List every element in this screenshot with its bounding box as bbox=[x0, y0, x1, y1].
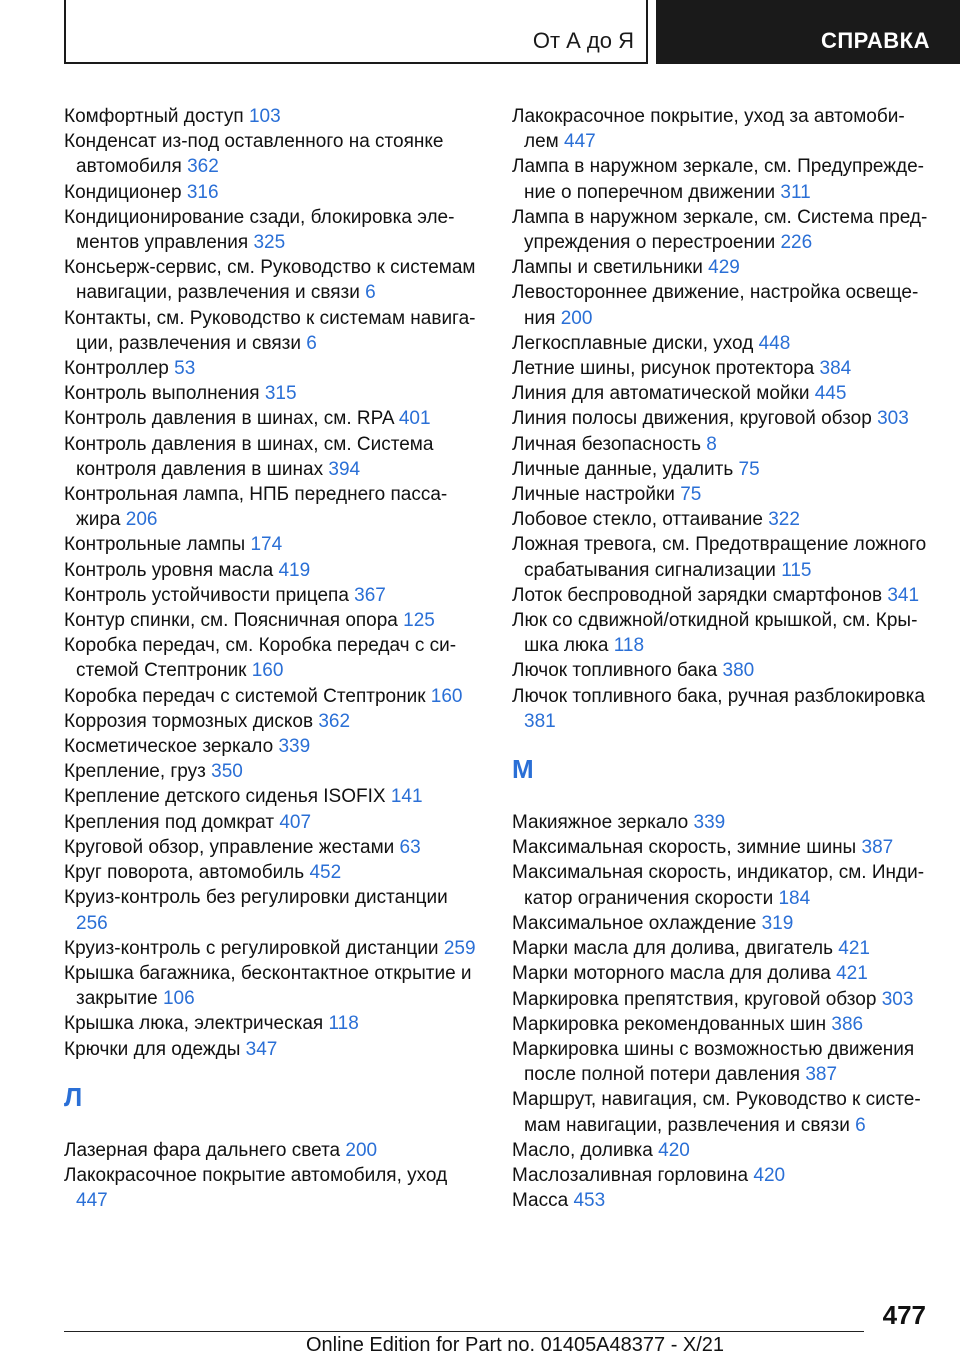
index-entry-text: Контроль уровня масла bbox=[64, 559, 274, 581]
index-entry-text: Крышка багажника, бесконтактное открытие и закрытие bbox=[64, 962, 472, 1010]
index-entry-page-link[interactable]: 316 bbox=[186, 181, 219, 203]
index-entry-text: Личная безопасность bbox=[512, 433, 702, 455]
index-entry-text: Коробка передач с системой Стептроник bbox=[64, 685, 426, 707]
index-entry bbox=[512, 810, 932, 835]
index-entry bbox=[64, 104, 484, 129]
index-entry-text: Лючок топливного бака bbox=[512, 660, 718, 682]
index-entry bbox=[512, 936, 932, 961]
index-entry-page-link[interactable]: 362 bbox=[318, 710, 351, 732]
index-entry bbox=[512, 507, 932, 532]
index-entry-page-link[interactable]: 420 bbox=[658, 1139, 690, 1161]
index-entry-page-link[interactable]: 259 bbox=[443, 937, 476, 959]
index-entry-page-link[interactable]: 448 bbox=[758, 332, 791, 354]
index-entry-text: Комфортный доступ bbox=[64, 106, 244, 127]
index-entry-text: Лоток беспроводной зарядки смартфонов bbox=[512, 584, 883, 606]
index-entry bbox=[64, 810, 484, 835]
index-entry-page-link[interactable]: 200 bbox=[560, 307, 593, 329]
index-entry-text: Крепления под домкрат bbox=[64, 811, 275, 833]
index-list-m bbox=[512, 810, 932, 1213]
index-entry-page-link[interactable]: 6 bbox=[365, 282, 376, 304]
index-entry-text: Масло, доливка bbox=[512, 1139, 653, 1161]
index-entry-text: Контроллер bbox=[64, 358, 169, 380]
index-entry bbox=[512, 608, 932, 658]
index-entry bbox=[64, 356, 484, 381]
index-entry-page-link[interactable]: 319 bbox=[761, 912, 794, 934]
header-chapter-title: СПРАВКА bbox=[820, 28, 930, 53]
index-entry bbox=[64, 1138, 484, 1163]
index-entry bbox=[64, 532, 484, 557]
index-entry-page-link[interactable]: 115 bbox=[781, 559, 812, 581]
index-entry-page-link[interactable]: 75 bbox=[738, 458, 760, 480]
index-entry-text: Крепление, груз bbox=[64, 761, 206, 783]
index-entry-page-link[interactable]: 303 bbox=[877, 408, 909, 430]
index-entry bbox=[512, 911, 932, 936]
index-entry-page-link[interactable]: 63 bbox=[399, 836, 421, 858]
index-entry-text: Максимальная скорость, индикатор, см. Индикатор ограничения скорости bbox=[512, 862, 925, 909]
index-entry-page-link[interactable]: 160 bbox=[251, 660, 284, 682]
index-entry-text: Крышка люка, электрическая bbox=[64, 1013, 324, 1035]
index-entry-page-link[interactable]: 103 bbox=[248, 106, 281, 127]
index-entry bbox=[64, 432, 484, 482]
index-entry-page-link[interactable]: 303 bbox=[881, 988, 914, 1010]
index-entry bbox=[512, 987, 932, 1012]
index-entry bbox=[64, 406, 484, 431]
index-entry-page-link[interactable]: 8 bbox=[706, 433, 717, 455]
index-entry-text: Контакты, см. Руководство к системам навигации, развлечения и связи bbox=[64, 307, 476, 354]
header-section-title: От А до Я bbox=[532, 28, 634, 53]
index-entry bbox=[64, 709, 484, 734]
index-entry-text: Круиз-контроль с регулировкой дистанции bbox=[64, 937, 439, 959]
index-letter-heading: Л bbox=[64, 1081, 83, 1112]
index-entry-page-link[interactable]: 200 bbox=[345, 1139, 378, 1161]
index-entry-text: Лампы и светильники bbox=[512, 257, 703, 279]
index-entry bbox=[512, 1037, 932, 1087]
index-entry-page-link[interactable]: 421 bbox=[838, 938, 870, 960]
index-entry bbox=[512, 205, 932, 255]
index-entry bbox=[512, 961, 932, 986]
index-list-l bbox=[64, 1138, 484, 1214]
index-entry bbox=[512, 432, 932, 457]
index-entry bbox=[64, 180, 484, 205]
index-entry-text: Коробка передач, см. Коробка передач с системой Стептроник bbox=[64, 635, 457, 682]
index-entry bbox=[512, 154, 932, 204]
index-entry bbox=[512, 1188, 932, 1213]
index-entry-text: Кондиционер bbox=[64, 181, 182, 203]
index-list-l-continued bbox=[512, 104, 932, 734]
index-entry-page-link[interactable]: 53 bbox=[174, 358, 196, 380]
index-entry bbox=[64, 759, 484, 784]
index-entry-text: Лючок топливного бака, ручная разблокировка bbox=[512, 685, 925, 707]
index-entry bbox=[512, 860, 932, 910]
index-entry bbox=[64, 1037, 484, 1062]
index-entry-page-link[interactable]: 447 bbox=[76, 1190, 108, 1212]
index-entry-page-link[interactable]: 347 bbox=[245, 1038, 278, 1060]
index-entry-page-link[interactable]: 407 bbox=[279, 811, 312, 833]
index-entry-page-link[interactable]: 387 bbox=[861, 837, 894, 859]
index-entry-text: Люк со сдвижной/откидной крышкой, см. Крышка люка bbox=[512, 610, 918, 657]
index-entry-text: Маслозаливная горловина bbox=[512, 1164, 749, 1186]
index-entry-text: Линия полосы движения, круговой обзор bbox=[512, 408, 872, 430]
index-entry-page-link[interactable]: 380 bbox=[722, 660, 755, 682]
index-entry-text: Контроль устойчивости прицепа bbox=[64, 584, 349, 606]
index-entry-text: Консьерж-сервис, см. Руководство к системам навигации, развлечения и связи bbox=[64, 257, 476, 304]
index-column-right bbox=[512, 104, 932, 1213]
index-entry-page-link[interactable]: 362 bbox=[187, 156, 219, 178]
index-entry-text: Лампа в наружном зеркале, см. Система предупреждения о перестроении bbox=[512, 206, 928, 254]
index-list-k bbox=[64, 104, 484, 1062]
index-entry-text: Конденсат из-под оставленного на стоянке автомобиля bbox=[64, 131, 444, 178]
index-entry bbox=[64, 1011, 484, 1036]
index-entry-page-link[interactable]: 339 bbox=[278, 736, 311, 758]
index-entry-page-link[interactable]: 452 bbox=[309, 862, 342, 884]
index-entry bbox=[512, 406, 932, 431]
page-number: 477 bbox=[882, 1300, 926, 1330]
index-entry bbox=[512, 532, 932, 582]
index-entry-text: Легкосплавные диски, уход bbox=[512, 332, 754, 354]
index-entry-page-link[interactable]: 118 bbox=[613, 635, 645, 657]
index-entry bbox=[64, 684, 484, 709]
index-entry bbox=[64, 129, 484, 179]
index-entry-page-link[interactable]: 350 bbox=[211, 761, 243, 783]
index-entry-text: Летние шины, рисунок протектора bbox=[512, 358, 815, 380]
index-entry-page-link[interactable]: 387 bbox=[805, 1064, 838, 1086]
index-entry-text: Косметическое зеркало bbox=[64, 736, 274, 758]
index-entry-page-link[interactable]: 75 bbox=[680, 484, 702, 506]
index-entry bbox=[64, 885, 484, 935]
index-entry bbox=[512, 280, 932, 330]
index-entry bbox=[512, 1087, 932, 1137]
index-entry-page-link[interactable]: 420 bbox=[753, 1164, 786, 1186]
index-entry-page-link[interactable]: 401 bbox=[398, 408, 431, 430]
index-entry-text: Максимальная скорость, зимние шины bbox=[512, 837, 857, 859]
index-entry-text: Личные настройки bbox=[512, 484, 675, 506]
index-entry-text: Контроль выполнения bbox=[64, 383, 260, 405]
index-entry-text: Контрольная лампа, НПБ переднего пассажира bbox=[64, 484, 448, 531]
index-entry-page-link[interactable]: 419 bbox=[278, 559, 311, 581]
index-entry-text: Круг поворота, автомобиль bbox=[64, 862, 305, 884]
index-entry-page-link[interactable]: 445 bbox=[814, 383, 847, 405]
index-entry-text: Контроль давления в шинах, см. RPA bbox=[64, 408, 394, 430]
index-entry-page-link[interactable]: 125 bbox=[403, 610, 435, 632]
index-entry-page-link[interactable]: 311 bbox=[780, 181, 811, 203]
index-entry-page-link[interactable]: 367 bbox=[354, 584, 386, 606]
index-entry-text: Крепление детского сиденья ISOFIX bbox=[64, 786, 386, 808]
index-entry bbox=[512, 1163, 932, 1188]
index-entry-text: Масса bbox=[512, 1190, 569, 1212]
index-entry-page-link[interactable]: 322 bbox=[768, 509, 800, 531]
index-entry bbox=[512, 583, 932, 608]
index-entry-page-link[interactable]: 381 bbox=[524, 710, 556, 732]
index-entry bbox=[64, 482, 484, 532]
index-entry-text: Крючки для одежды bbox=[64, 1038, 241, 1060]
index-entry-text: Макияжное зеркало bbox=[512, 812, 689, 834]
index-entry bbox=[512, 658, 932, 683]
index-entry-text: Марки моторного масла для долива bbox=[512, 963, 831, 985]
index-entry-page-link[interactable]: 315 bbox=[264, 383, 297, 405]
index-entry-page-link[interactable]: 384 bbox=[819, 358, 852, 380]
index-entry bbox=[512, 482, 932, 507]
index-entry-page-link[interactable]: 160 bbox=[430, 685, 463, 707]
index-entry bbox=[512, 835, 932, 860]
index-entry-page-link[interactable]: 453 bbox=[573, 1190, 606, 1212]
index-entry-text: Маркировка рекомендованных шин bbox=[512, 1013, 827, 1035]
index-entry bbox=[64, 936, 484, 961]
index-entry-page-link[interactable]: 141 bbox=[390, 786, 423, 808]
index-entry-page-link[interactable]: 429 bbox=[708, 257, 740, 279]
index-entry-text: Марки масла для долива, двигатель bbox=[512, 938, 833, 960]
index-entry bbox=[512, 1138, 932, 1163]
index-entry bbox=[64, 255, 484, 305]
index-letter-heading: М bbox=[512, 754, 534, 785]
index-entry-text: Круиз-контроль без регулировки дистанции bbox=[64, 887, 448, 909]
index-entry-page-link[interactable]: 226 bbox=[780, 232, 813, 254]
index-entry-text: Лакокрасочное покрытие, уход за автомобилем bbox=[512, 106, 905, 153]
index-entry-page-link[interactable]: 184 bbox=[778, 887, 811, 909]
index-entry-text: Кондиционирование сзади, блокировка элементов управления bbox=[64, 206, 455, 254]
index-entry bbox=[64, 835, 484, 860]
index-entry-text: Левостороннее движение, настройка освещения bbox=[512, 282, 919, 329]
index-entry-text: Лакокрасочное покрытие автомобиля, уход bbox=[64, 1164, 448, 1186]
index-entry bbox=[64, 784, 484, 809]
footer-divider bbox=[64, 1331, 864, 1332]
index-entry-page-link[interactable]: 206 bbox=[125, 509, 158, 531]
index-entry-text: Круговой обзор, управление жестами bbox=[64, 836, 395, 858]
index-entry-page-link[interactable]: 6 bbox=[306, 332, 317, 354]
index-entry-text: Контроль давления в шинах, см. Система контроля давления в шинах bbox=[64, 433, 434, 480]
index-entry bbox=[512, 255, 932, 280]
header-chapter-tab bbox=[656, 0, 960, 64]
index-entry-text: Маркировка шины с возможностью движения после полной потери давления bbox=[512, 1038, 915, 1086]
index-entry bbox=[512, 381, 932, 406]
index-entry-page-link[interactable]: 386 bbox=[831, 1013, 864, 1035]
index-entry bbox=[64, 583, 484, 608]
index-entry-page-link[interactable]: 341 bbox=[887, 584, 920, 606]
index-entry-text: Контрольные лампы bbox=[64, 534, 246, 556]
footer-edition: Online Edition for Part no. 01405A48377 - X/21 bbox=[306, 1334, 725, 1356]
index-entry-page-link[interactable]: 256 bbox=[76, 912, 108, 934]
index-entry bbox=[512, 331, 932, 356]
index-entry-page-link[interactable]: 339 bbox=[693, 812, 726, 834]
index-entry-page-link[interactable]: 394 bbox=[328, 458, 361, 480]
index-entry-page-link[interactable]: 118 bbox=[328, 1013, 359, 1035]
index-entry bbox=[64, 558, 484, 583]
index-entry bbox=[64, 633, 484, 683]
index-entry bbox=[512, 1012, 932, 1037]
index-column-left bbox=[64, 104, 484, 1213]
index-entry bbox=[512, 457, 932, 482]
index-entry-text: Лазерная фара дальнего света bbox=[64, 1139, 341, 1161]
index-entry-page-link[interactable]: 447 bbox=[564, 131, 596, 153]
index-entry-text: Лампа в наружном зеркале, см. Предупреждение о поперечном движении bbox=[512, 156, 924, 203]
index-entry-text: Маршрут, навигация, см. Руководство к системам навигации, развлечения и связи bbox=[512, 1089, 921, 1136]
index-entry-text: Максимальное охлаждение bbox=[512, 912, 757, 934]
index-entry bbox=[512, 356, 932, 381]
index-entry-page-link[interactable]: 6 bbox=[855, 1114, 866, 1136]
index-entry-text: Лобовое стекло, оттаивание bbox=[512, 509, 763, 531]
index-entry-text: Контур спинки, см. Поясничная опора bbox=[64, 610, 398, 632]
index-entry-page-link[interactable]: 325 bbox=[253, 232, 286, 254]
index-entry bbox=[64, 860, 484, 885]
index-entry-text: Маркировка препятствия, круговой обзор bbox=[512, 988, 877, 1010]
index-entry bbox=[64, 608, 484, 633]
index-entry bbox=[64, 306, 484, 356]
index-entry bbox=[64, 734, 484, 759]
index-entry bbox=[64, 961, 484, 1011]
index-entry bbox=[64, 1163, 484, 1213]
index-entry-page-link[interactable]: 421 bbox=[836, 963, 868, 985]
index-entry-text: Коррозия тормозных дисков bbox=[64, 710, 314, 732]
index-entry-page-link[interactable]: 106 bbox=[162, 988, 195, 1010]
index-entry bbox=[512, 684, 932, 734]
header-section-tab bbox=[64, 0, 648, 64]
index-entry bbox=[64, 381, 484, 406]
index-entry-text: Линия для автоматической мойки bbox=[512, 383, 810, 405]
index-entry-text: Личные данные, удалить bbox=[512, 458, 734, 480]
index-entry bbox=[64, 205, 484, 255]
index-entry bbox=[512, 104, 932, 154]
index-entry-text: Ложная тревога, см. Предотвращение ложного срабатывания сигнализации bbox=[512, 534, 927, 581]
index-entry-page-link[interactable]: 174 bbox=[250, 534, 283, 556]
